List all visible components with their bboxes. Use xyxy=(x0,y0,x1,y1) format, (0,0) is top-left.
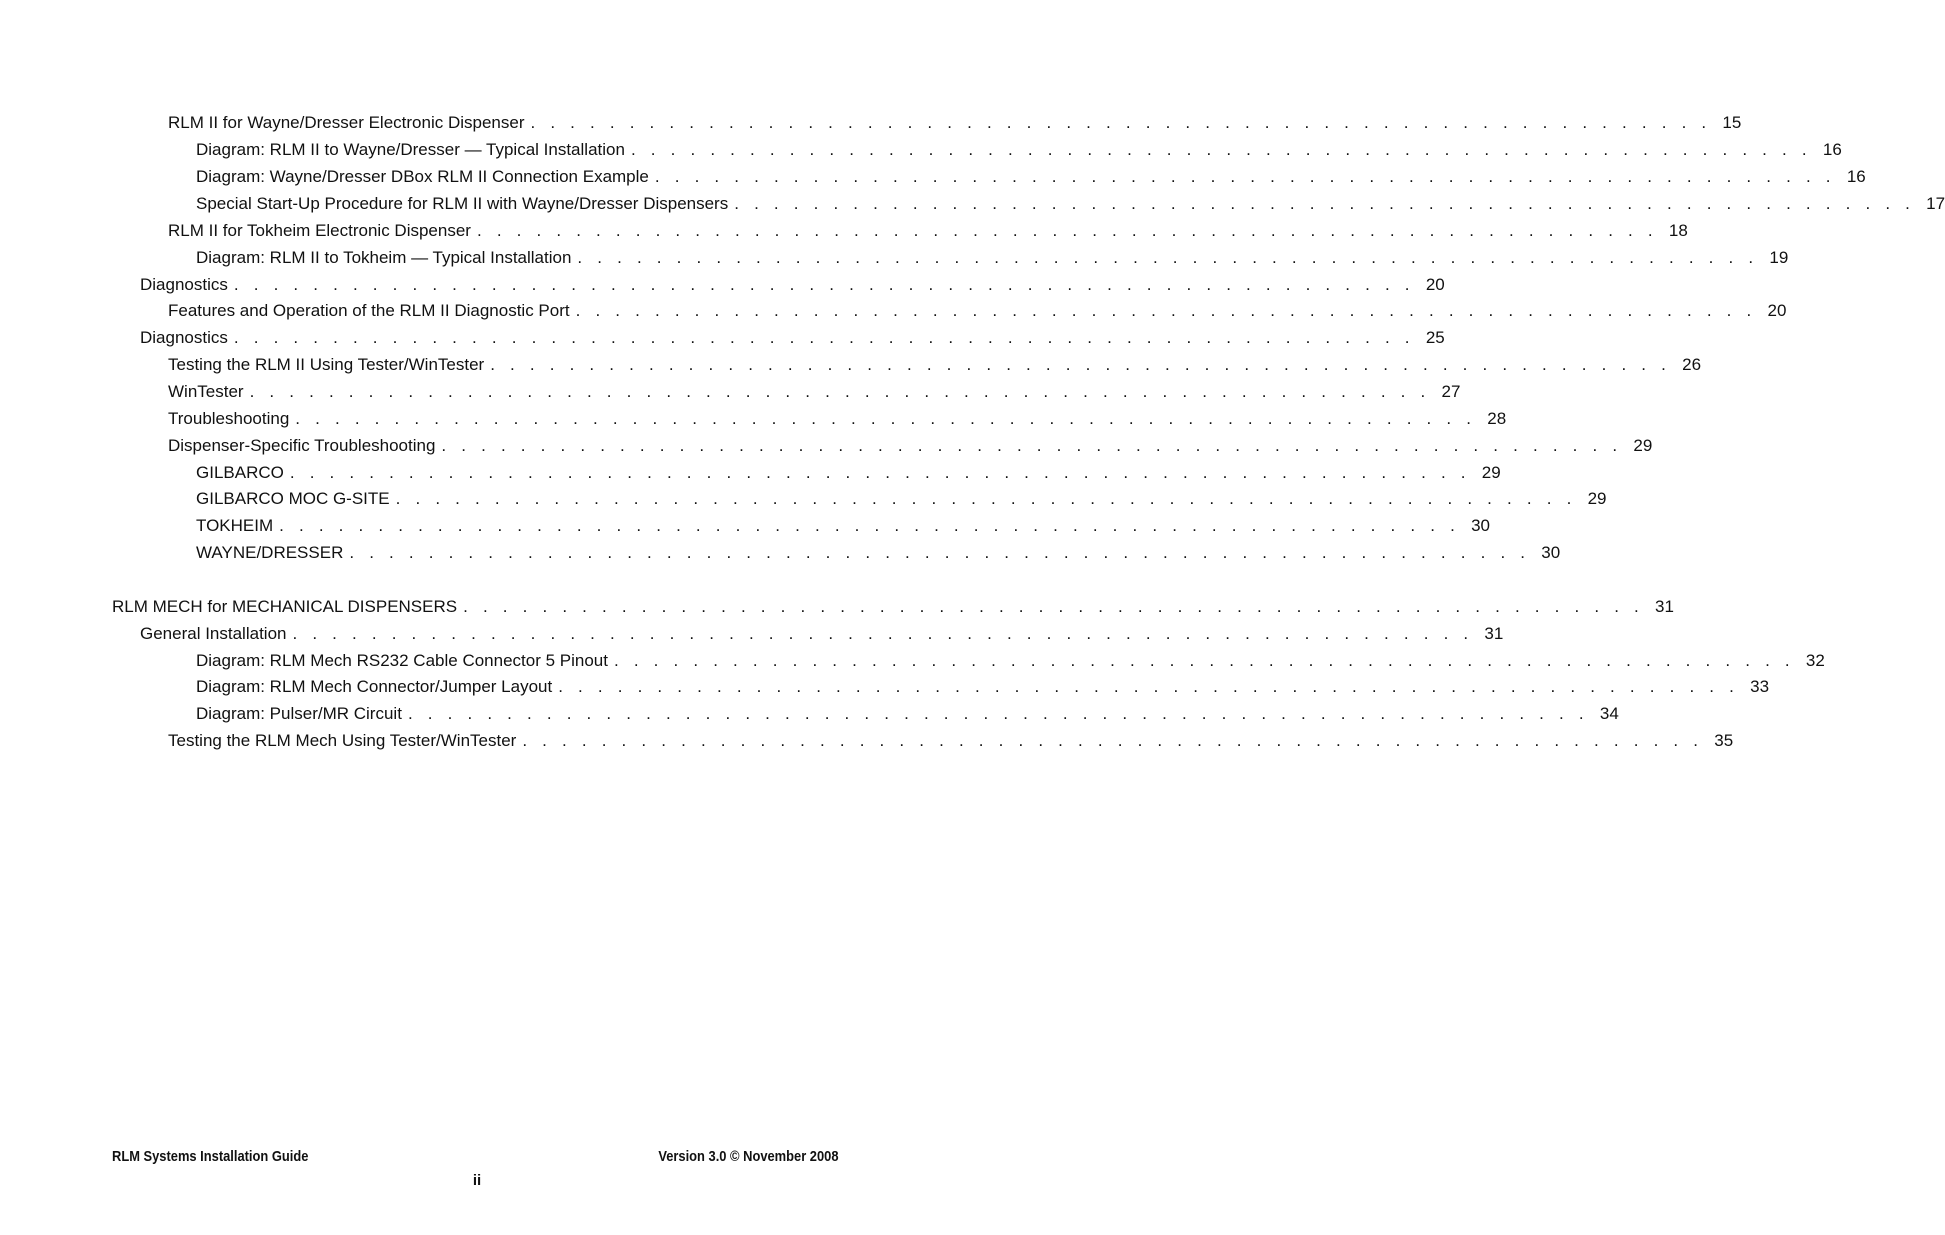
toc-entry[interactable] xyxy=(196,191,1945,217)
toc-leader-dots: . . . . . . . . . . . . . . . . . . . . . . . . . . . . . . . . . . . . . . . . . . . . . . . . . . . . . . . . . . . . xyxy=(395,489,1577,508)
toc-entry-title: WAYNE/DRESSER xyxy=(196,543,344,562)
toc-entry[interactable] xyxy=(168,728,1734,754)
toc-entry-title: Dispenser-Specific Troubleshooting xyxy=(168,436,436,455)
toc-entry-page: 16 xyxy=(1846,167,1866,186)
toc-entry-page: 26 xyxy=(1682,355,1702,374)
toc-entry[interactable] xyxy=(196,674,1770,700)
toc-entry-page: 30 xyxy=(1471,516,1490,535)
toc-entry-title: RLM MECH for MECHANICAL DISPENSERS xyxy=(112,597,458,616)
toc-entry[interactable] xyxy=(112,594,1674,620)
toc-entry-page: 29 xyxy=(1633,436,1653,455)
toc-leader-dots: . . . . . . . . . . . . . . . . . . . . . . . . . . . . . . . . . . . . . . . . . . . . . . . . . . . . . . . . . . . . xyxy=(522,731,1704,750)
toc-entry-title: Special Start-Up Procedure for RLM II with Wayne/Dresser Dispensers xyxy=(196,194,729,213)
toc-entry-title: Diagnostics xyxy=(140,275,228,294)
toc-entry-page: 17 xyxy=(1926,194,1945,213)
toc-entry-page: 31 xyxy=(1484,624,1504,643)
toc-entry-page: 31 xyxy=(1655,597,1674,616)
toc-entry-title: Diagram: RLM II to Tokheim — Typical Installation xyxy=(196,248,572,267)
toc-entry-title: Diagram: Wayne/Dresser DBox RLM II Connection Example xyxy=(196,167,649,186)
toc-leader-dots: . . . . . . . . . . . . . . . . . . . . . . . . . . . . . . . . . . . . . . . . . . . . . . . . . . . . . . . . . . . . xyxy=(575,301,1757,320)
toc-leader-dots: . . . . . . . . . . . . . . . . . . . . . . . . . . . . . . . . . . . . . . . . . . . . . . . . . . . . . . . . . . . . xyxy=(292,624,1474,643)
toc-leader-dots: . . . . . . . . . . . . . . . . . . . . . . . . . . . . . . . . . . . . . . . . . . . . . . . . . . . . . . . . . . . . xyxy=(233,275,1415,294)
toc-leader-dots: . . . . . . . . . . . . . . . . . . . . . . . . . . . . . . . . . . . . . . . . . . . . . . . . . . . . . . . . . . . . xyxy=(349,543,1531,562)
toc-entry-page: 33 xyxy=(1750,677,1770,696)
toc-leader-dots: . . . . . . . . . . . . . . . . . . . . . . . . . . . . . . . . . . . . . . . . . . . . . . . . . . . . . . . . . . . . xyxy=(577,248,1759,267)
toc-entry[interactable] xyxy=(168,406,1507,432)
toc-entry[interactable] xyxy=(196,648,1825,674)
toc-entry-page: 27 xyxy=(1441,382,1461,401)
toc-entry[interactable] xyxy=(196,245,1789,271)
toc-entry-page: 29 xyxy=(1481,463,1501,482)
toc-entry[interactable] xyxy=(168,352,1702,378)
toc-entry-page: 28 xyxy=(1487,409,1507,428)
toc-entry[interactable] xyxy=(140,325,1445,351)
toc-leader-dots: . . . . . . . . . . . . . . . . . . . . . . . . . . . . . . . . . . . . . . . . . . . . . . . . . . . . . . . . . . . . xyxy=(295,409,1477,428)
toc-leader-dots: . . . . . . . . . . . . . . . . . . . . . . . . . . . . . . . . . . . . . . . . . . . . . . . . . . . . . . . . . . . . xyxy=(654,167,1836,186)
toc-entry[interactable] xyxy=(196,513,1490,539)
toc-entry[interactable] xyxy=(140,621,1504,647)
toc-leader-dots: . . . . . . . . . . . . . . . . . . . . . . . . . . . . . . . . . . . . . . . . . . . . . . . . . . . . . . . . . . . . xyxy=(407,704,1589,723)
toc-leader-dots: . . . . . . . . . . . . . . . . . . . . . . . . . . . . . . . . . . . . . . . . . . . . . . . . . . . . . . . . . . . . xyxy=(249,382,1431,401)
toc-entry-page: 20 xyxy=(1767,301,1787,320)
toc-leader-dots: . . . . . . . . . . . . . . . . . . . . . . . . . . . . . . . . . . . . . . . . . . . . . . . . . . . . . . . . . . . . xyxy=(289,463,1471,482)
toc-entry-title: Diagram: Pulser/MR Circuit xyxy=(196,704,402,723)
toc-entry-title: Testing the RLM II Using Tester/WinTester xyxy=(168,355,485,374)
toc-entry[interactable] xyxy=(196,164,1866,190)
toc-leader-dots: . . . . . . . . . . . . . . . . . . . . . . . . . . . . . . . . . . . . . . . . . . . . . . . . . . . . . . . . . . . . xyxy=(558,677,1740,696)
footer-page-number: ii xyxy=(472,1172,482,1189)
toc-entry-page: 25 xyxy=(1425,328,1445,347)
toc-entry-title: Troubleshooting xyxy=(168,409,290,428)
toc-entry[interactable] xyxy=(168,110,1742,136)
toc-entry-page: 34 xyxy=(1599,704,1619,723)
toc-entry-title: Diagram: RLM II to Wayne/Dresser — Typical Installation xyxy=(196,140,625,159)
toc-entry-title: RLM II for Wayne/Dresser Electronic Dispenser xyxy=(168,113,525,132)
toc-entry[interactable] xyxy=(168,218,1688,244)
toc-entry-title: Diagram: RLM Mech Connector/Jumper Layout xyxy=(196,677,553,696)
toc-leader-dots: . . . . . . . . . . . . . . . . . . . . . . . . . . . . . . . . . . . . . . . . . . . . . . . . . . . . . . . . . . . . xyxy=(476,221,1658,240)
toc-entry[interactable] xyxy=(196,137,1842,163)
toc-entry[interactable] xyxy=(168,298,1787,324)
toc-leader-dots: . . . . . . . . . . . . . . . . . . . . . . . . . . . . . . . . . . . . . . . . . . . . . . . . . . . . . . . . . . . . xyxy=(630,140,1812,159)
toc-leader-dots: . . . . . . . . . . . . . . . . . . . . . . . . . . . . . . . . . . . . . . . . . . . . . . . . . . . . . . . . . . . . xyxy=(279,516,1460,535)
toc-leader-dots: . . . . . . . . . . . . . . . . . . . . . . . . . . . . . . . . . . . . . . . . . . . . . . . . . . . . . . . . . . . . xyxy=(463,597,1644,616)
toc-entry[interactable] xyxy=(140,272,1445,298)
toc-entry-page: 20 xyxy=(1425,275,1445,294)
toc-entry-title: Diagram: RLM Mech RS232 Cable Connector 5 Pinout xyxy=(196,651,608,670)
toc-entry-page: 29 xyxy=(1587,489,1607,508)
toc-entry-title: Features and Operation of the RLM II Diagnostic Port xyxy=(168,301,570,320)
toc-entry-page: 30 xyxy=(1541,543,1561,562)
toc-entry-title: Testing the RLM Mech Using Tester/WinTester xyxy=(168,731,517,750)
toc-entry[interactable] xyxy=(168,433,1653,459)
toc-entry-title: GILBARCO xyxy=(196,463,284,482)
toc-entry[interactable] xyxy=(196,486,1607,512)
toc-leader-dots: . . . . . . . . . . . . . . . . . . . . . . . . . . . . . . . . . . . . . . . . . . . . . . . . . . . . . . . . . . . . xyxy=(613,651,1795,670)
toc-entry-title: RLM II for Tokheim Electronic Dispenser xyxy=(168,221,471,240)
toc-leader-dots: . . . . . . . . . . . . . . . . . . . . . . . . . . . . . . . . . . . . . . . . . . . . . . . . . . . . . . . . . . . . xyxy=(530,113,1712,132)
toc-entry[interactable] xyxy=(196,701,1619,727)
toc-entry-title: WinTester xyxy=(168,382,244,401)
toc-entry-page: 18 xyxy=(1668,221,1688,240)
toc-entry-page: 19 xyxy=(1769,248,1789,267)
toc-entry-page: 32 xyxy=(1805,651,1825,670)
toc-entry-title: General Installation xyxy=(140,624,287,643)
toc-entry-title: Diagnostics xyxy=(140,328,228,347)
toc-leader-dots: . . . . . . . . . . . . . . . . . . . . . . . . . . . . . . . . . . . . . . . . . . . . . . . . . . . . . . . . . . . . xyxy=(734,194,1916,213)
toc-entry-page: 16 xyxy=(1822,140,1842,159)
toc-entry[interactable] xyxy=(196,460,1501,486)
toc-entry-title: TOKHEIM xyxy=(196,516,274,535)
toc-entry-page: 35 xyxy=(1714,731,1734,750)
toc-entry-page: 15 xyxy=(1722,113,1742,132)
toc-entry[interactable] xyxy=(196,540,1561,566)
footer-document-title: RLM Systems Installation Guide xyxy=(112,1148,309,1165)
toc-leader-dots: . . . . . . . . . . . . . . . . . . . . . . . . . . . . . . . . . . . . . . . . . . . . . . . . . . . . . . . . . . . . xyxy=(490,355,1672,374)
toc-entry-title: GILBARCO MOC G-SITE xyxy=(196,489,390,508)
toc-leader-dots: . . . . . . . . . . . . . . . . . . . . . . . . . . . . . . . . . . . . . . . . . . . . . . . . . . . . . . . . . . . . xyxy=(233,328,1415,347)
toc-entry[interactable] xyxy=(168,379,1461,405)
footer-version: Version 3.0 © November 2008 xyxy=(657,1148,838,1165)
toc-leader-dots: . . . . . . . . . . . . . . . . . . . . . . . . . . . . . . . . . . . . . . . . . . . . . . . . . . . . . . . . . . . . xyxy=(441,436,1623,455)
